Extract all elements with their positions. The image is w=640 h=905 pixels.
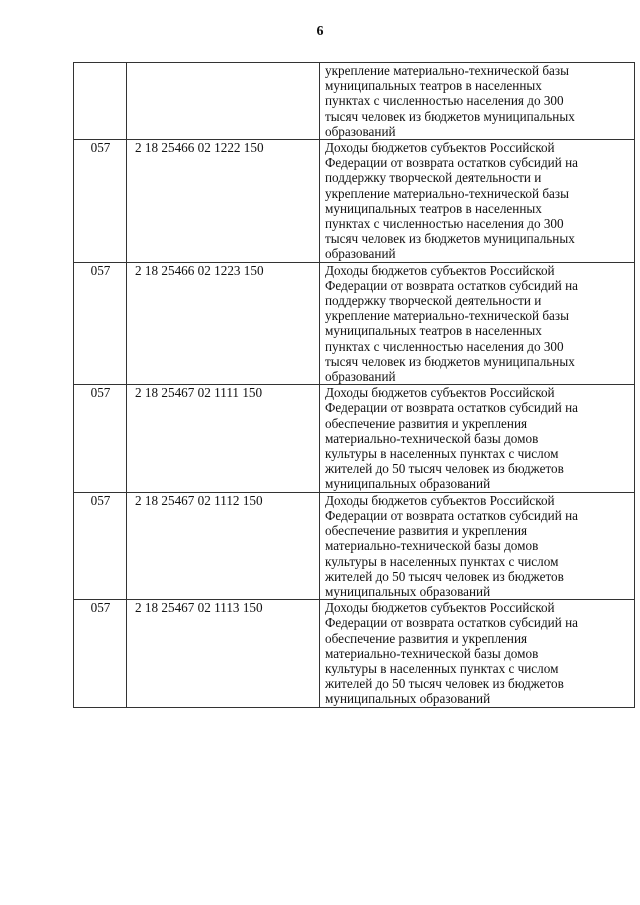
description-line: тысяч человек из бюджетов муниципальных bbox=[325, 353, 575, 369]
kbk-code-cell: 2 18 25467 02 1112 150 bbox=[127, 492, 320, 599]
description-cell bbox=[320, 492, 635, 599]
revenue-codes-table bbox=[73, 62, 635, 708]
description-line: пунктах с численностью населения до 300 bbox=[325, 338, 564, 354]
kbk-code-cell: 2 18 25466 02 1223 150 bbox=[127, 262, 320, 385]
admin-code-cell: 057 bbox=[74, 262, 127, 385]
description-line: культуры в населенных пунктах с числом bbox=[325, 446, 559, 462]
description-line: материально-технической базы домов bbox=[325, 645, 539, 661]
description-line: образований bbox=[325, 246, 396, 262]
description-line: Федерации от возврата остатков субсидий на bbox=[325, 155, 578, 171]
description-line: пунктах с численностью населения до 300 bbox=[325, 93, 564, 109]
kbk-code-cell: 2 18 25467 02 1111 150 bbox=[127, 385, 320, 492]
description-line: Доходы бюджетов субъектов Российской bbox=[325, 140, 555, 156]
description-line: материально-технической базы домов bbox=[325, 430, 539, 446]
table-row bbox=[74, 385, 635, 492]
description-line: пунктах с численностью населения до 300 bbox=[325, 216, 564, 232]
description-line: обеспечение развития и укрепления bbox=[325, 630, 528, 646]
description-line: культуры в населенных пунктах с числом bbox=[325, 660, 559, 676]
description-line: материально-технической базы домов bbox=[325, 538, 539, 554]
admin-code-cell: 057 bbox=[74, 385, 127, 492]
description-line: муниципальных образований bbox=[325, 583, 491, 599]
description-line: тысяч человек из бюджетов муниципальных bbox=[325, 108, 575, 124]
description-line: муниципальных театров в населенных bbox=[325, 323, 542, 339]
description-line: муниципальных театров в населенных bbox=[325, 200, 542, 216]
description-cell bbox=[320, 385, 635, 492]
description-line: обеспечение развития и укрепления bbox=[325, 415, 528, 431]
description-line: муниципальных образований bbox=[325, 691, 491, 707]
description-line: Федерации от возврата остатков субсидий на bbox=[325, 277, 578, 293]
table-row bbox=[74, 262, 635, 385]
description-line: укрепление материально-технической базы bbox=[325, 185, 569, 201]
description-line: обеспечение развития и укрепления bbox=[325, 523, 528, 539]
table-row bbox=[74, 600, 635, 707]
description-line: укрепление материально-технической базы bbox=[325, 63, 569, 78]
kbk-code-cell bbox=[127, 63, 320, 140]
description-line: жителей до 50 тысяч человек из бюджетов bbox=[325, 676, 564, 692]
description-line: Доходы бюджетов субъектов Российской bbox=[325, 385, 555, 401]
description-line: жителей до 50 тысяч человек из бюджетов bbox=[325, 568, 564, 584]
page-number: 6 bbox=[316, 24, 324, 39]
description-cell bbox=[320, 140, 635, 263]
description-line: жителей до 50 тысяч человек из бюджетов bbox=[325, 461, 564, 477]
description-line: Федерации от возврата остатков субсидий на bbox=[325, 615, 578, 631]
table-row-continuation bbox=[74, 63, 635, 140]
description-line: Доходы бюджетов субъектов Российской bbox=[325, 492, 555, 508]
description-line: поддержку творческой деятельности и bbox=[325, 293, 542, 309]
admin-code-cell: 057 bbox=[74, 600, 127, 707]
description-cell bbox=[320, 262, 635, 385]
admin-code-cell bbox=[74, 63, 127, 140]
description-line: муниципальных образований bbox=[325, 476, 491, 492]
table-row bbox=[74, 140, 635, 263]
description-cell bbox=[320, 600, 635, 707]
description-cell bbox=[320, 63, 635, 140]
description-line: Федерации от возврата остатков субсидий на bbox=[325, 400, 578, 416]
table-row bbox=[74, 492, 635, 599]
description-line: муниципальных театров в населенных bbox=[325, 78, 542, 94]
description-line: Доходы бюджетов субъектов Российской bbox=[325, 262, 555, 278]
description-line: укрепление материально-технической базы bbox=[325, 308, 569, 324]
description-line: образований bbox=[325, 123, 396, 139]
kbk-code-cell: 2 18 25467 02 1113 150 bbox=[127, 600, 320, 707]
description-line: поддержку творческой деятельности и bbox=[325, 170, 542, 186]
description-line: тысяч человек из бюджетов муниципальных bbox=[325, 231, 575, 247]
kbk-code-cell: 2 18 25466 02 1222 150 bbox=[127, 140, 320, 263]
admin-code-cell: 057 bbox=[74, 492, 127, 599]
description-line: Федерации от возврата остатков субсидий на bbox=[325, 507, 578, 523]
description-line: культуры в населенных пунктах с числом bbox=[325, 553, 559, 569]
description-line: образований bbox=[325, 369, 396, 385]
admin-code-cell: 057 bbox=[74, 140, 127, 263]
description-line: Доходы бюджетов субъектов Российской bbox=[325, 600, 555, 616]
